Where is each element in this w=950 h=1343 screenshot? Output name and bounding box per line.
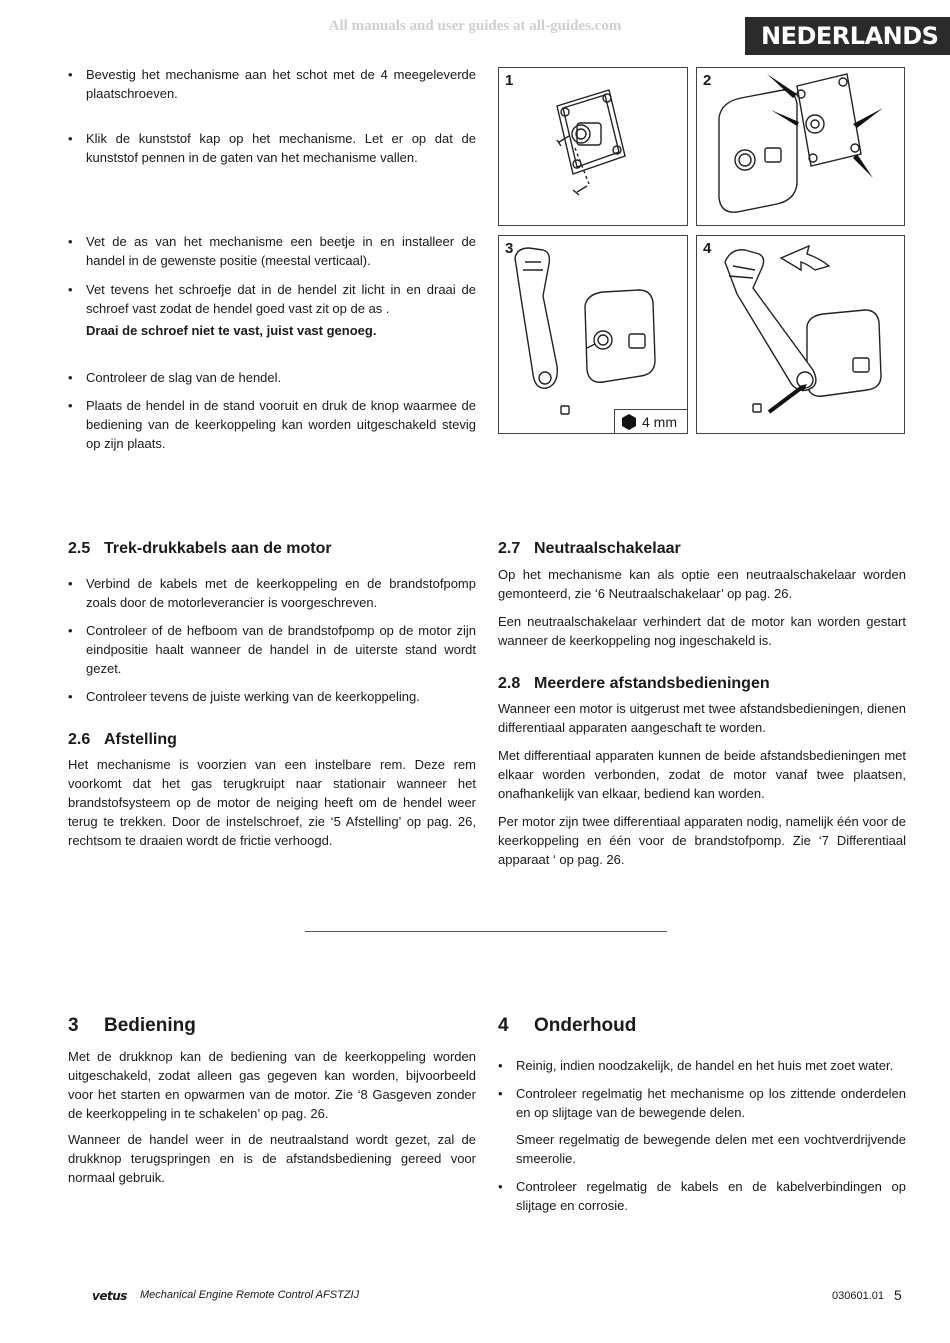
section-number: 3 — [68, 1015, 79, 1036]
install-bullets-a — [68, 65, 476, 167]
section-title: Meerdere afstandsbedieningen — [534, 675, 770, 692]
section-2-6-heading — [68, 731, 177, 749]
section-number: 2.7 — [498, 540, 521, 557]
section-2-5-list — [68, 574, 476, 706]
brand-logo: vetus — [92, 1289, 127, 1303]
list-item-extra: Smeer regelmatig de bewegende delen met een vochtverdrijvende smeerolie. — [516, 1132, 906, 1166]
section-2-8-p3: Per motor zijn twee differentiaal apparaten nodig, namelijk één voor de keerkoppeling en één voor de brandstofpomp. Zie ‘7 Differentiaal apparaat ‘ op pag. 26. — [498, 814, 906, 867]
section-number: 2.8 — [498, 675, 521, 692]
figure-3 — [498, 235, 688, 434]
divider — [305, 931, 667, 932]
section-2-7-p2: Een neutraalschakelaar verhindert dat de motor kan worden gestart wanneer de keerkoppeling nog ingeschakeld is. — [498, 614, 906, 648]
language-tab: NEDERLANDS — [745, 17, 950, 55]
list-item: • Controleer de slag van de hendel. — [68, 368, 476, 387]
figure-2 — [696, 67, 905, 226]
bold-note: Draai de schroef niet te vast, juist vast genoeg. — [86, 323, 377, 338]
section-2-6-text: Het mechanisme is voorzien van een instelbare rem. Deze rem voorkomt dat het gas terugkruipt naar stationair wanneer het brandstofsysteem op de motor de neiging heeft om de hendel weer terug te trekken. Door de instelschroef, zie ‘5 Afstelling’ op pag. 26, rechtsom te draaien wordt de frictie verhoogd. — [68, 757, 476, 848]
list-item: • Controleer of de hefboom van de brandstofpomp op de motor zijn eindpositie haalt wanneer de handel in de uiterste stand wordt gezet. — [68, 621, 476, 678]
list-item: • Bevestig het mechanisme aan het schot met de 4 meegeleverde plaatschroeven. — [68, 65, 476, 103]
figure-number: 3 — [505, 240, 514, 257]
list-item: • Vet de as van het mechanisme een beetje in en installeer de handel in de gewenste positie (meestal verticaal). — [68, 232, 476, 270]
list-item: • Controleer tevens de juiste werking van de keerkoppeling. — [68, 687, 476, 706]
list-item — [498, 1177, 906, 1215]
section-title: Afstelling — [104, 731, 177, 748]
list-item: • Vet tevens het schroefje dat in de hendel zit licht in en draai de schroef vast zodat de hendel goed vast zit op de as . — [68, 280, 476, 318]
list-item-text: Reinig, indien noodzakelijk, de handel en het huis met zoet water. — [516, 1058, 894, 1073]
section-3-p2: Wanneer de handel weer in de neutraalstand wordt gezet, zal de drukknop terugspringen en is de afstandsbediening gereed voor normaal gebruik. — [68, 1132, 476, 1185]
section-2-8-p2: Met differentiaal apparaten kunnen de beide afstandsbedieningen met elkaar worden verbonden, zodat de motor vanaf twee plaatsen, onafhankelijk van elkaar, bediend kan worden. — [498, 748, 906, 801]
hex-key-size: 4 mm — [642, 414, 677, 430]
handle-install-illustration — [499, 236, 689, 435]
section-2-5-heading — [68, 540, 332, 558]
list-item-text: Controleer regelmatig het mechanisme op los zittende onderdelen en op slijtage van de bewegende delen. — [516, 1086, 906, 1120]
list-item — [498, 1056, 906, 1075]
list-item: • Klik de kunststof kap op het mechanisme. Let er op dat de kunststof pennen in de gaten van het mechanisme vallen. — [68, 129, 476, 167]
figure-4 — [696, 235, 905, 434]
section-title: Neutraalschakelaar — [534, 540, 681, 557]
section-4-list — [498, 1056, 906, 1215]
section-2-8-heading — [498, 675, 770, 693]
section-number: 2.5 — [68, 540, 91, 557]
section-number: 2.6 — [68, 731, 91, 748]
section-3-p1: Met de drukknop kan de bediening van de keerkoppeling worden uitgeschakeld, zodat alleen gas gegeven kan worden, bijvoorbeeld voor het starten en opwarmen van de motor. Zie ‘8 Gasgeven zonder de keerkoppeling in te schakelen’ op pag. 26. — [68, 1049, 476, 1121]
hex-key-icon — [620, 413, 638, 431]
watermark: All manuals and user guides at all-guides.com — [328, 18, 622, 34]
footer-title: Mechanical Engine Remote Control AFSTZIJ — [140, 1289, 360, 1301]
hex-key-label — [614, 409, 688, 434]
section-2-7-p1: Op het mechanisme kan als optie een neutraalschakelaar worden gemonteerd, zie ‘6 Neutraalschakelaar’ op pag. 26. — [498, 567, 906, 601]
document-code: 030601.01 — [832, 1290, 884, 1302]
install-bullets-b — [68, 232, 476, 318]
list-item: • Verbind de kabels met de keerkoppeling en de brandstofpomp zoals door de motorleverancier is voorgeschreven. — [68, 574, 476, 612]
figure-1 — [498, 67, 688, 226]
list-item: • Plaats de hendel in de stand vooruit en druk de knop waarmee de bediening van de keerkoppeling kan worden uitgeschakeld stevig op zijn plaats. — [68, 396, 476, 453]
section-title: Bediening — [104, 1015, 196, 1036]
section-title: Onderhoud — [534, 1015, 637, 1036]
section-title: Trek-drukkabels aan de motor — [104, 540, 332, 557]
figure-number: 4 — [703, 240, 712, 257]
list-item — [498, 1084, 906, 1168]
section-number: 4 — [498, 1015, 509, 1036]
figure-number: 2 — [703, 72, 712, 89]
install-bullets-c — [68, 368, 476, 453]
section-2-8-p1: Wanneer een motor is uitgerust met twee afstandsbedieningen, dienen differentiaal apparaten aangeschaft te worden. — [498, 701, 906, 735]
list-item-text: Controleer regelmatig de kabels en de kabelverbindingen op slijtage en corrosie. — [516, 1179, 906, 1213]
push-button-illustration — [697, 236, 906, 435]
section-3-heading — [68, 1015, 196, 1037]
section-2-7-heading — [498, 540, 681, 558]
section-4-heading — [498, 1015, 636, 1037]
cover-clip-illustration — [697, 68, 906, 227]
page-number: 5 — [894, 1287, 902, 1303]
mechanism-mount-illustration — [499, 68, 689, 227]
figure-number: 1 — [505, 72, 514, 89]
